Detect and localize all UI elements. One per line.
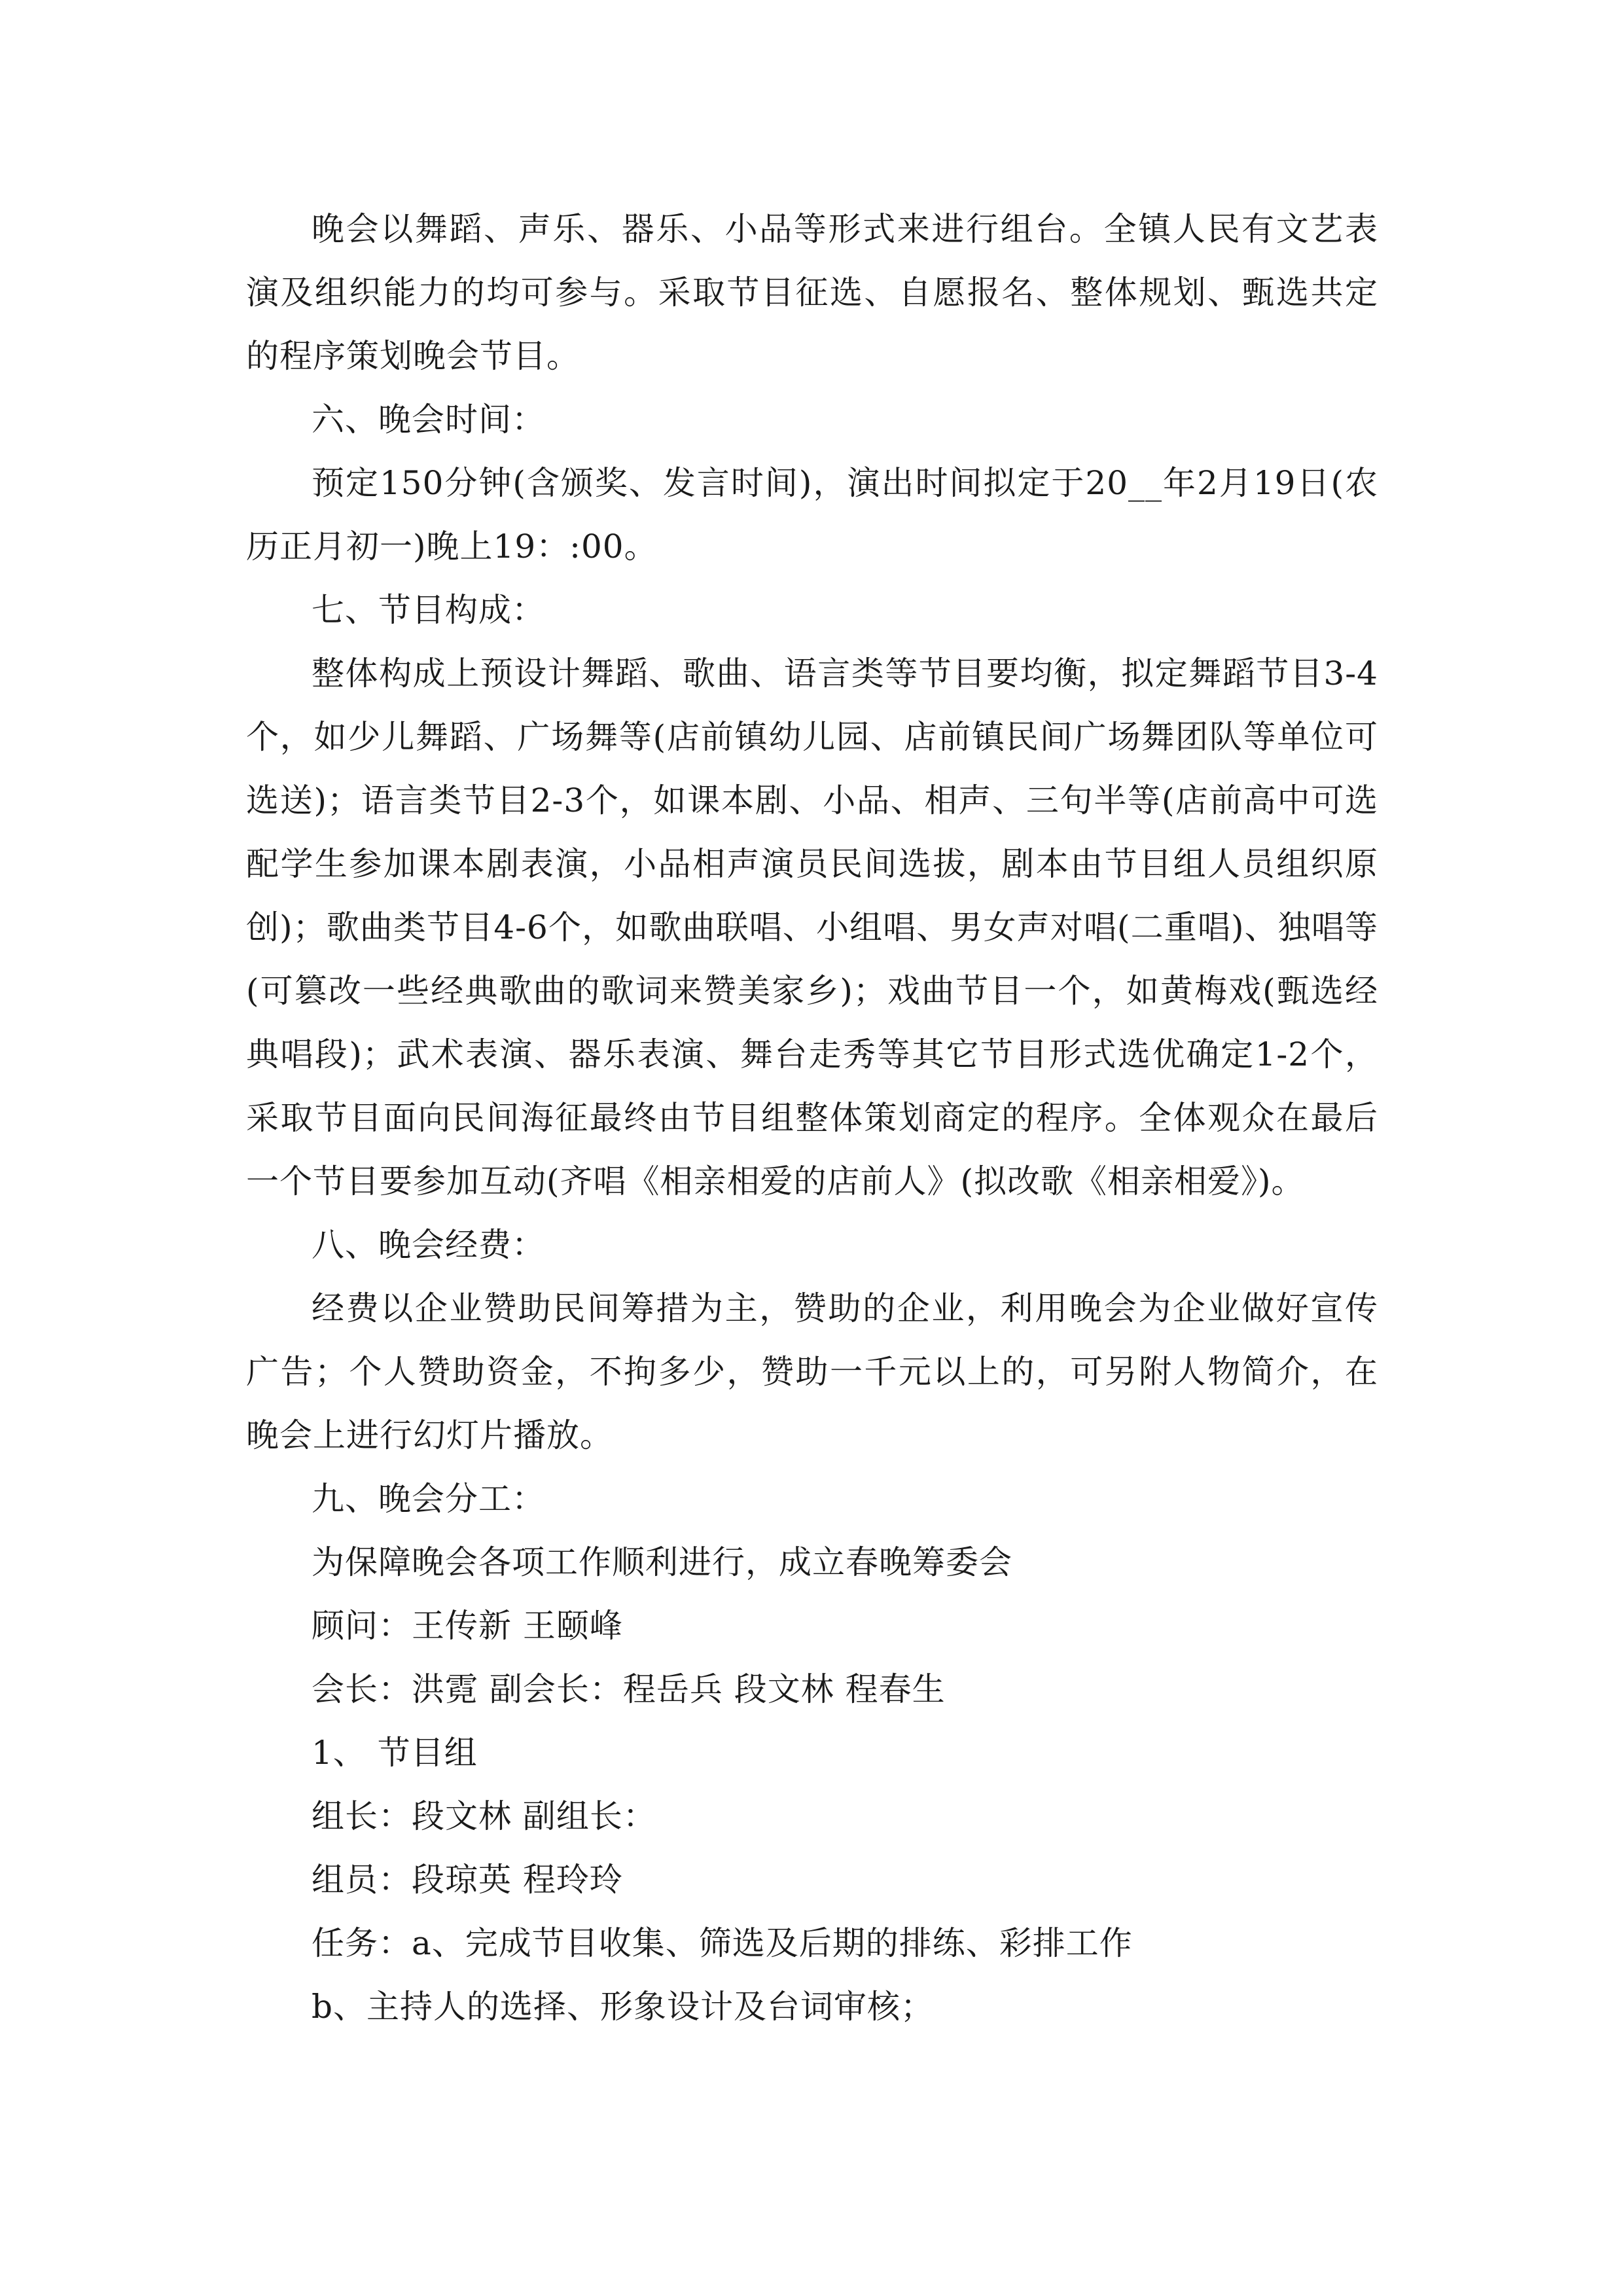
paragraph-program-composition: 整体构成上预设计舞蹈、歌曲、语言类等节目要均衡，拟定舞蹈节目3-4个，如少儿舞蹈、广场舞等(店前镇幼儿园、店前镇民间广场舞团队等单位可选送)；语言类节目2-3个，如课本剧、小品、相声、三句半等(店前高中可选配学生参加课本剧表演，小品相声演员民间选拔，剧本由节目组人员组织原创)；歌曲类节目4-6个，如歌曲联唱、小组唱、男女声对唱(二重唱)、独唱等(可篡改一些经典歌曲的歌词来赞美家乡)；戏曲节目一个，如黄梅戏(甄选经典唱段)；武术表演、器乐表演、舞台走秀等其它节目形式选优确定1-2个，采取节目面向民间海征最终由节目组整体策划商定的程序。全体观众在最后一个节目要参加互动(齐唱《相亲相爱的店前人》(拟改歌《相亲相爱》)。 [246, 655, 1378, 1200]
document-body [246, 198, 1378, 2039]
paragraph-party-funding: 经费以企业赞助民间筹措为主，赞助的企业，利用晚会为企业做好宣传广告；个人赞助资金，不拘多少，赞助一千元以上的，可另附人物简介，在晚会上进行幻灯片播放。 [246, 1289, 1378, 1454]
line-advisors: 顾问：王传新 王颐峰 [312, 1607, 623, 1645]
line-task-b: b、主持人的选择、形象设计及台词审核； [312, 1988, 935, 2026]
line-group-leader: 组长：段文林 副组长： [312, 1797, 656, 1835]
paragraph-party-time: 预定150分钟(含颁奖、发言时间)，演出时间拟定于20__年2月19日(农历正月初一)晚上19：:00。 [246, 464, 1378, 565]
line-group-members: 组员：段琼英 程玲玲 [312, 1861, 623, 1899]
line-president: 会长：洪霓 副会长：程岳兵 段文林 程春生 [312, 1670, 946, 1708]
heading-party-funding: 八、晚会经费： [312, 1226, 545, 1264]
heading-program-composition: 七、节目构成： [312, 591, 545, 629]
line-program-group: 1、 节目组 [312, 1734, 478, 1772]
line-task-a: 任务：a、完成节目收集、筛选及后期的排练、彩排工作 [312, 1924, 1133, 1962]
heading-party-time: 六、晚会时间： [312, 401, 545, 439]
paragraph-program-format: 晚会以舞蹈、声乐、器乐、小品等形式来进行组台。全镇人民有文艺表演及组织能力的均可参与。采取节目征选、自愿报名、整体规划、甄选共定的程序策划晚会节目。 [246, 210, 1378, 375]
heading-division-of-labor: 九、晚会分工： [312, 1480, 545, 1518]
line-committee: 为保障晚会各项工作顺利进行，成立春晚筹委会 [312, 1543, 1012, 1581]
